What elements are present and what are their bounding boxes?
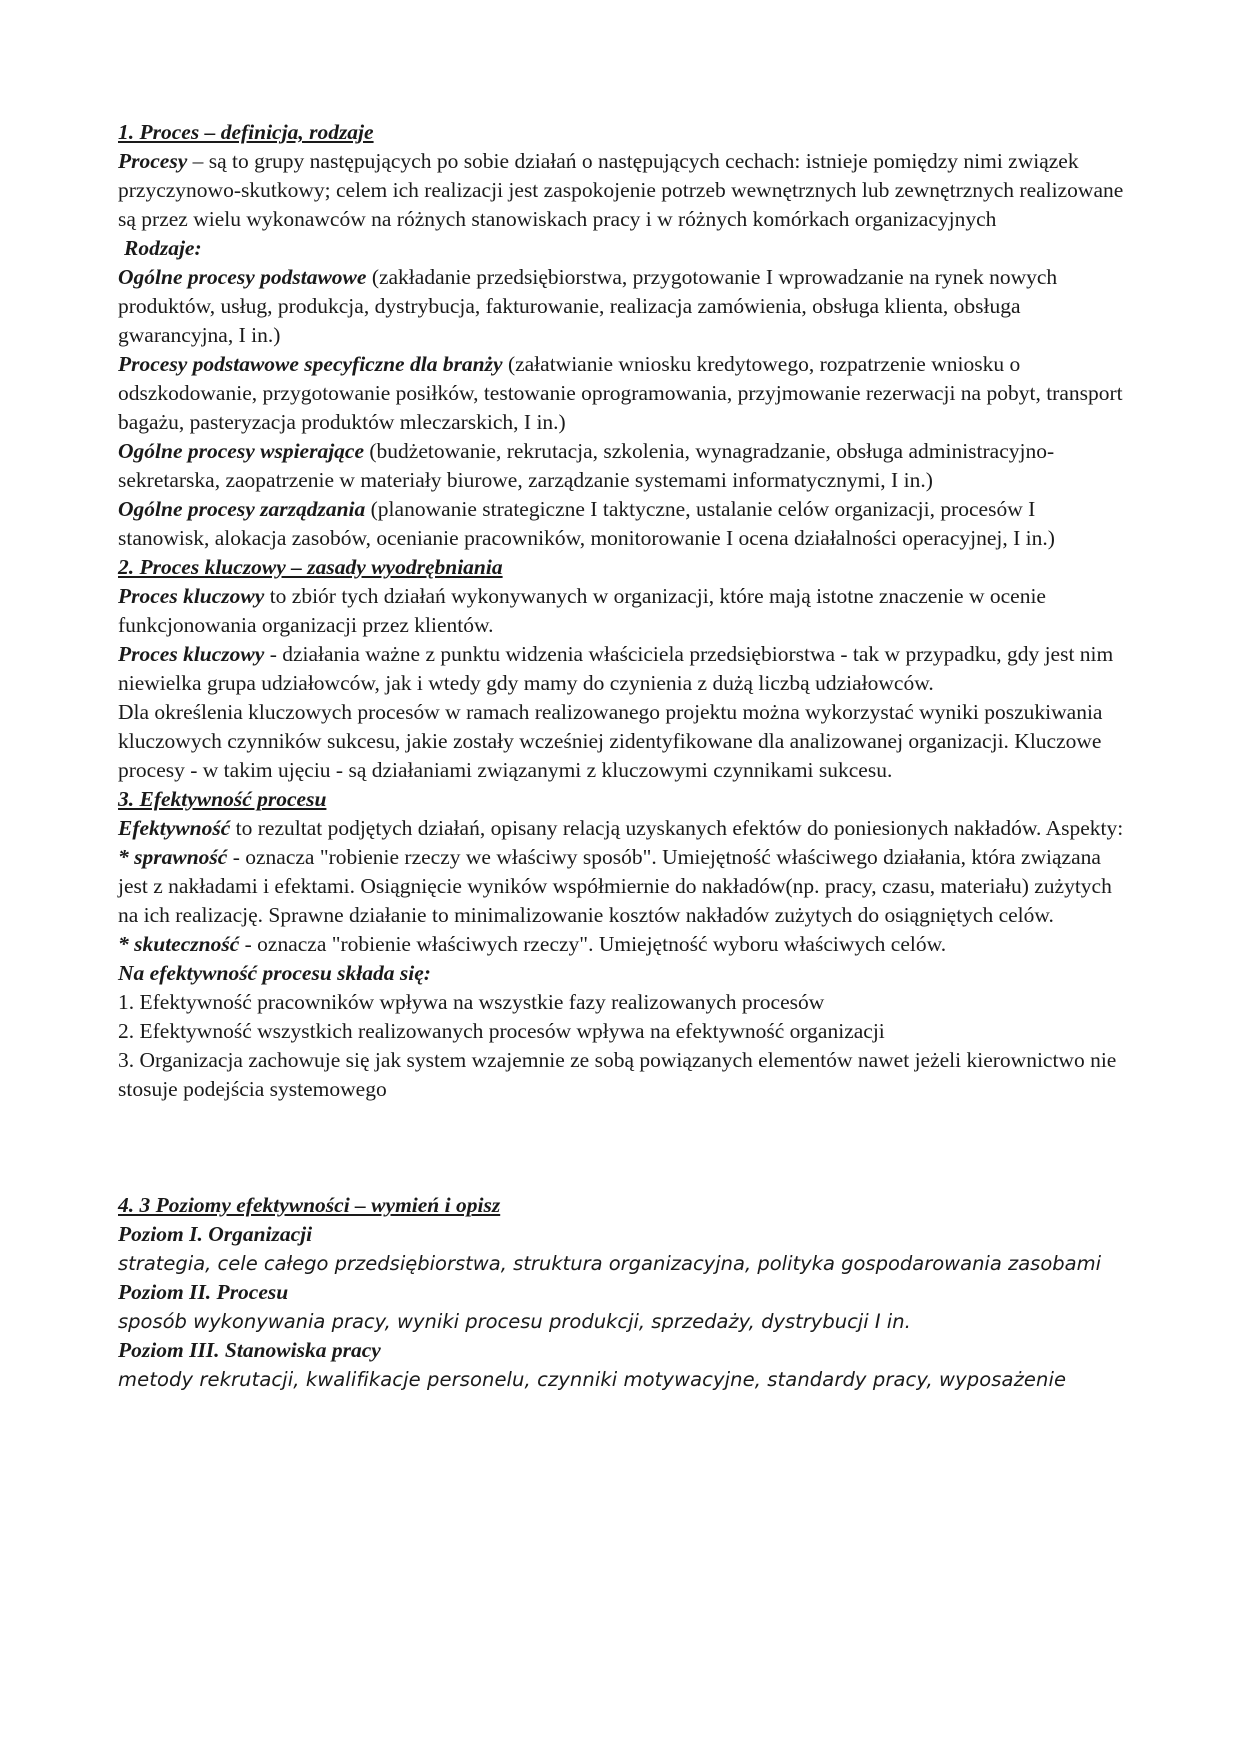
document-page — [118, 118, 1128, 1394]
key-process-paragraph-3: Dla określenia kluczowych procesów w ramach realizowanego projektu można wykorzystać wyniki poszukiwania kluczowych czynników sukcesu, jakie zostały wcześniej zidentyfikowane dla analizowanej organizacji. Kluczowe procesy - w takim ujęciu - są działaniami związanymi z kluczowymi czynnikami sukcesu. — [118, 700, 1103, 782]
type-term: Procesy podstawowe specyficzne dla branży — [118, 352, 503, 376]
process-definition — [118, 147, 1128, 234]
level-title: Poziom I. Organizacji — [118, 1222, 313, 1246]
key-process-paragraph-1 — [118, 582, 1128, 640]
level-description: sposób wykonywania pracy, wyniki procesu produkcji, sprzedaży, dystrybucji I in. — [118, 1310, 911, 1333]
aspect-term: * skuteczność — [118, 932, 240, 956]
type-item — [118, 350, 1128, 437]
type-text: (planowanie strategiczne I taktyczne, ustalanie celów organizacji, procesów I stanowisk, alokacja zasobów, ocenianie pracowników, monitorowanie I ocena działalności operacyjnej, I in.) — [118, 497, 1055, 550]
key-process-term: Proces kluczowy — [118, 642, 265, 666]
key-process-text: - działania ważne z punktu widzenia właściciela przedsiębiorstwa - tak w przypadku, gdy jest nim niewielka grupa udziałowców, jak i wtedy gdy mamy do czynienia z dużą liczbą udziałowców. — [118, 642, 1114, 695]
efficiency-term: Efektywność — [118, 816, 231, 840]
section-4-heading: 4. 3 Poziomy efektywności – wymień i opisz — [118, 1193, 501, 1217]
aspect-text: - oznacza "robienie właściwych rzeczy". Umiejętność wyboru właściwych celów. — [239, 932, 947, 956]
level-title: Poziom II. Procesu — [118, 1280, 289, 1304]
types-label: Rodzaje: — [124, 236, 202, 260]
list-item: 2. Efektywność wszystkich realizowanych procesów wpływa na efektywność organizacji — [118, 1019, 885, 1043]
type-text: (budżetowanie, rekrutacja, szkolenia, wynagradzanie, obsługa administracyjno-sekretarska, zaopatrzenie w materiały biurowe, zarządzanie systemami informatycznymi, I in.) — [118, 439, 1055, 492]
type-text: (załatwianie wniosku kredytowego, rozpatrzenie wniosku o odszkodowanie, przygotowanie posiłków, testowanie oprogramowania, przyjmowanie rezerwacji na pobyt, transport bagażu, pasteryzacja produktów mleczarskich, I in.) — [118, 352, 1123, 434]
efficiency-definition — [118, 814, 1128, 843]
level-description: metody rekrutacji, kwalifikacje personelu, czynniki motywacyjne, standardy pracy, wyposażenie — [118, 1368, 1067, 1391]
section-3-heading: 3. Efektywność procesu — [118, 787, 327, 811]
level-description: strategia, cele całego przedsiębiorstwa, struktura organizacyjna, polityka gospodarowania zasobami — [118, 1252, 1102, 1275]
type-item — [118, 263, 1128, 350]
section-2-heading: 2. Proces kluczowy – zasady wyodrębniania — [118, 555, 503, 579]
section-1-heading: 1. Proces – definicja, rodzaje — [118, 120, 374, 144]
aspect-efficiency — [118, 843, 1128, 930]
type-text: (zakładanie przedsiębiorstwa, przygotowanie I wprowadzanie na rynek nowych produktów, usług, produkcja, dystrybucja, fakturowanie, realizacja zamówienia, obsługa klienta, obsługa gwarancyjna, I in.) — [118, 265, 1058, 347]
blank-space — [118, 1104, 1128, 1191]
list-item: 1. Efektywność pracowników wpływa na wszystkie fazy realizowanych procesów — [118, 990, 825, 1014]
efficiency-definition-text: to rezultat podjętych działań, opisany relacją uzyskanych efektów do poniesionych nakładów. Aspekty: — [230, 816, 1124, 840]
type-term: Ogólne procesy wspierające — [118, 439, 365, 463]
key-process-text: to zbiór tych działań wykonywanych w organizacji, które mają istotne znaczenie w ocenie funkcjonowania organizacji przez klientów. — [118, 584, 1046, 637]
list-item: 3. Organizacja zachowuje się jak system wzajemnie ze sobą powiązanych elementów nawet jeżeli kierownictwo nie stosuje podejścia systemowego — [118, 1048, 1117, 1101]
process-definition-text: – są to grupy następujących po sobie działań o następujących cechach: istnieje pomiędzy nimi związek przyczynowo-skutkowy; celem ich realizacji jest zaspokojenie potrzeb wewnętrznych lub zewnętrznych realizowane są przez wielu wykonawców na różnych stanowiskach pracy i w różnych komórkach organizacyjnych — [118, 149, 1124, 231]
aspect-term: * sprawność — [118, 845, 228, 869]
key-process-paragraph-2 — [118, 640, 1128, 698]
process-term: Procesy — [118, 149, 188, 173]
type-item — [118, 437, 1128, 495]
type-term: Ogólne procesy podstawowe — [118, 265, 367, 289]
aspect-effectiveness — [118, 930, 1128, 959]
key-process-term: Proces kluczowy — [118, 584, 265, 608]
list-label: Na efektywność procesu składa się: — [118, 961, 431, 985]
type-term: Ogólne procesy zarządzania — [118, 497, 366, 521]
type-item — [118, 495, 1128, 553]
level-title: Poziom III. Stanowiska pracy — [118, 1338, 381, 1362]
aspect-text: - oznacza "robienie rzeczy we właściwy sposób". Umiejętność właściwego działania, która związana jest z nakładami i efektami. Osiągnięcie wyników współmiernie do nakładów(np. pracy, czasu, materiału) zużytych na ich realizację. Sprawne działanie to minimalizowanie kosztów nakładów zużytych do osiągniętych celów. — [118, 845, 1112, 927]
